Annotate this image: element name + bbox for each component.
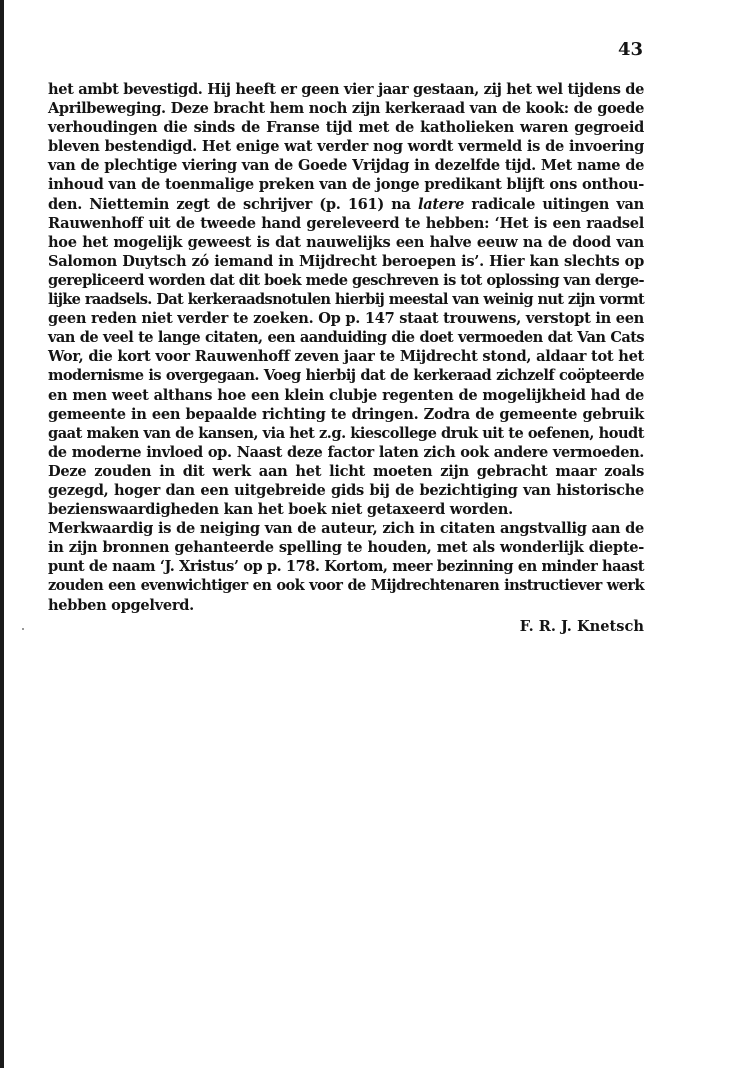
text-line: Wor, die kort voor Rauwenhoff zeven jaar te Mijdrecht stond, aldaar tot het (48, 348, 644, 366)
text-line (48, 195, 644, 214)
text-line: verhoudingen die sinds de Franse tijd met de katholieken waren gegroeid (48, 119, 644, 137)
text-line: gaat maken van de kansen, via het z.g. kiescollege druk uit te oefenen, houdt (48, 424, 644, 442)
text-line: Aprilbeweging. Deze bracht hem noch zijn kerkeraad van de kook: de goede (48, 100, 644, 118)
text-line: in zijn bronnen gehanteerde spelling te houden, met als wonderlijk diepte- (48, 539, 644, 557)
text-line: lijke raadsels. Dat kerkeraadsnotulen hierbij meestal van weinig nut zijn vormt (48, 291, 644, 309)
text-line: punt de naam ‘J. Xristus’ op p. 178. Kortom, meer bezinning en minder haast (48, 558, 644, 576)
text-line: van de plechtige viering van de Goede Vrijdag in dezelfde tijd. Met name de (48, 157, 644, 175)
text-line: Rauwenhoff uit de tweede hand gereleveerd te hebben: ‘Het is een raadsel (48, 214, 644, 232)
text-line: gezegd, hoger dan een uitgebreide gids bij de bezichtiging van historische (48, 481, 644, 499)
italic-word: latere (417, 195, 465, 213)
page-edge-rule (0, 0, 4, 1068)
text-line: Deze zouden in dit werk aan het licht moeten zijn gebracht maar zoals (48, 462, 644, 480)
text-line: bleven bestendigd. Het enige wat verder nog wordt vermeld is de invoering (48, 138, 644, 156)
text-line: gemeente in een bepaalde richting te dringen. Zodra de gemeente gebruik (48, 405, 644, 423)
text-line: gerepliceerd worden dat dit boek mede geschreven is tot oplossing van derge- (48, 271, 644, 289)
author-signature: F. R. J. Knetsch (519, 618, 644, 635)
page-number: 43 (617, 39, 643, 60)
text-line: hoe het mogelijk geweest is dat nauwelijks een halve eeuw na de dood van (48, 233, 644, 251)
review-body (48, 80, 644, 615)
text-line: Merkwaardig is de neiging van de auteur, zich in citaten angstvallig aan de (48, 520, 644, 538)
text-line: het ambt bevestigd. Hij heeft er geen vier jaar gestaan, zij het wel tijdens de (48, 81, 644, 98)
text-line: Salomon Duytsch zó iemand in Mijdrecht beroepen is’. Hier kan slechts op (48, 252, 644, 270)
scan-speck (22, 628, 24, 630)
text-line: van de veel te lange citaten, een aanduiding die doet vermoeden dat Van Cats (48, 329, 644, 347)
text-line: modernisme is overgegaan. Voeg hierbij dat de kerkeraad zichzelf coöpteerde (48, 367, 644, 385)
text-line: bezienswaardigheden kan het boek niet getaxeerd worden. (48, 501, 513, 519)
text-segment: den. Niettemin zegt de schrijver (p. 161) na (48, 195, 418, 213)
text-segment: radicale uitingen van (464, 195, 644, 213)
text-line: de moderne invloed op. Naast deze factor laten zich ook andere vermoeden. (48, 443, 644, 461)
text-line: geen reden niet verder te zoeken. Op p. 147 staat trouwens, verstopt in een (48, 310, 644, 328)
text-line: en men weet althans hoe een klein clubje regenten de mogelijkheid had de (48, 386, 644, 404)
text-line: hebben opgelverd. (48, 596, 194, 614)
text-line: zouden een evenwichtiger en ook voor de Mijdrechtenaren instructiever werk (48, 577, 644, 595)
text-line: inhoud van de toenmalige preken van de jonge predikant blijft ons onthou- (48, 176, 644, 194)
